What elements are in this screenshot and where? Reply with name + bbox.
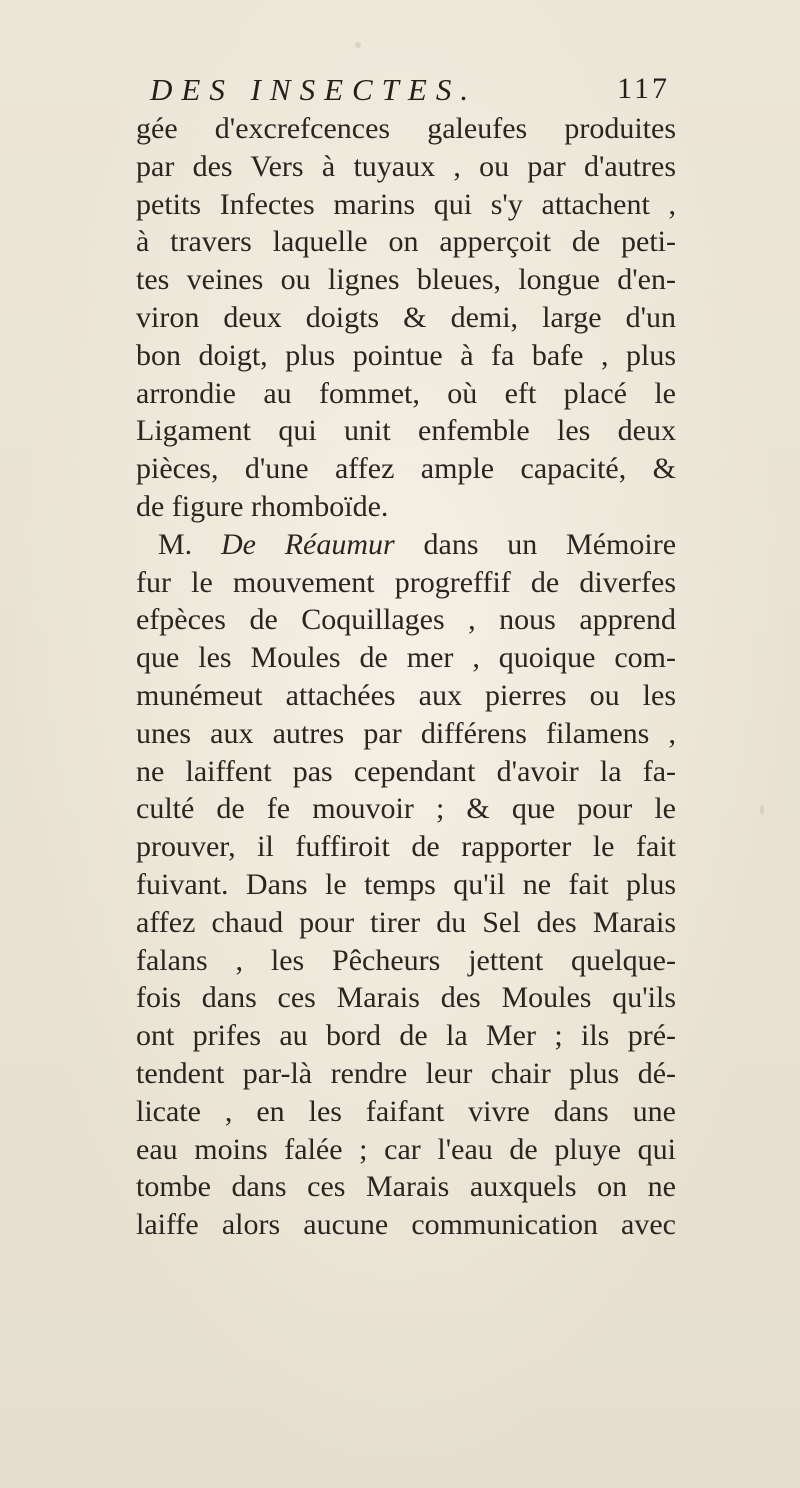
paper-spot bbox=[760, 805, 764, 815]
text-line: efpèces de Coquillages , nous apprend bbox=[136, 603, 676, 637]
text-line: unes aux autres par différens filamens , bbox=[136, 716, 676, 750]
text-line: tendent par-là rendre leur chair plus dé- bbox=[136, 1056, 676, 1090]
paragraph-start-line bbox=[136, 526, 676, 564]
text-line: pièces, d'une affez ample capacité, & bbox=[136, 452, 676, 486]
text-line: viron deux doigts & demi, large d'un bbox=[136, 300, 676, 334]
text-line: tes veines ou lignes bleues, longue d'en- bbox=[136, 263, 676, 297]
text-line: eau moins falée ; car l'eau de pluye qui bbox=[136, 1132, 676, 1166]
author-name: De Réaumur bbox=[220, 527, 395, 561]
text-line: affez chaud pour tirer du Sel des Marais bbox=[136, 905, 676, 939]
text-line: ont prifes au bord de la Mer ; ils pré- bbox=[136, 1019, 676, 1053]
text-line: tombe dans ces Marais auxquels on ne bbox=[136, 1170, 676, 1204]
text-line: falans , les Pêcheurs jettent quelque- bbox=[136, 943, 676, 977]
text-line: bon doigt, plus pointue à fa bafe , plus bbox=[136, 338, 676, 372]
text-line: de figure rhomboïde. bbox=[136, 489, 389, 523]
text-line: munémeut attachées aux pierres ou les bbox=[136, 678, 676, 712]
text-line: laiffe alors aucune communication avec bbox=[136, 1208, 676, 1242]
running-title: DES INSECTES. bbox=[150, 72, 478, 107]
text-line: Ligament qui unit enfemble les deux bbox=[136, 414, 676, 448]
text-line: fur le mouvement progreffif de diverfes bbox=[136, 565, 676, 599]
title-abbrev: M. bbox=[158, 527, 193, 561]
paper-spot bbox=[355, 42, 361, 48]
body-text bbox=[136, 110, 676, 1244]
line-rest: dans un Mémoire bbox=[423, 527, 677, 561]
text-line: culté de fe mouvoir ; & que pour le bbox=[136, 792, 676, 826]
text-line: gée d'excrefcences galeufes produites bbox=[136, 112, 676, 145]
text-line: petits Infectes marins qui s'y attachent , bbox=[136, 187, 676, 221]
text-line: ne laiffent pas cependant d'avoir la fa- bbox=[136, 754, 676, 788]
text-line: que les Moules de mer , quoique com- bbox=[136, 641, 676, 675]
text-line: prouver, il fuffiroit de rapporter le fait bbox=[136, 830, 676, 864]
text-line: fuivant. Dans le temps qu'il ne fait plus bbox=[136, 867, 676, 901]
text-line: fois dans ces Marais des Moules qu'ils bbox=[136, 981, 676, 1015]
page-number: 117 bbox=[617, 72, 670, 105]
text-line: licate , en les faifant vivre dans une bbox=[136, 1094, 676, 1128]
text-line: par des Vers à tuyaux , ou par d'autres bbox=[136, 149, 676, 183]
text-line: à travers laquelle on apperçoit de peti- bbox=[136, 225, 676, 259]
text-line: arrondie au fommet, où eft placé le bbox=[136, 376, 676, 410]
